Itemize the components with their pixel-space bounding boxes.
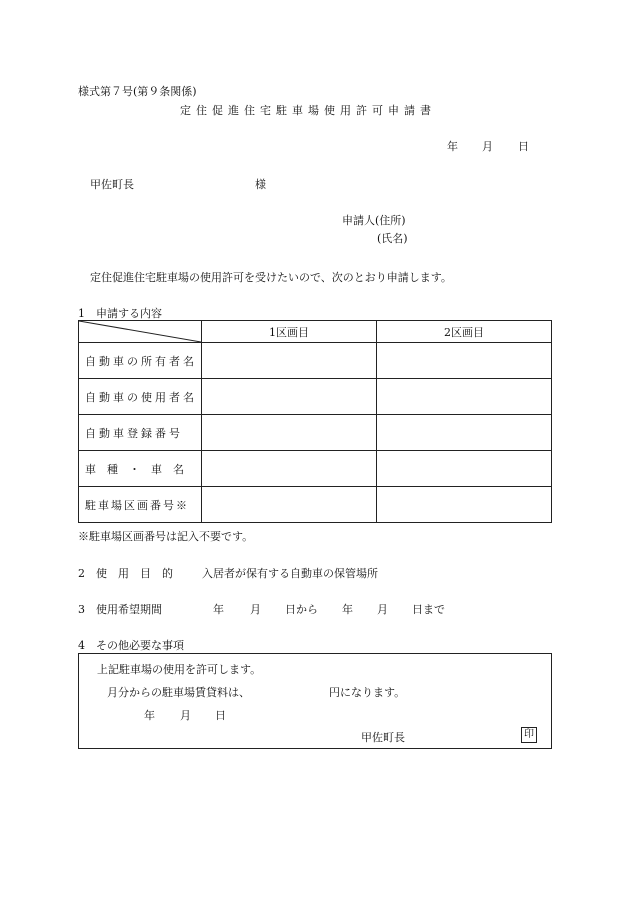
permission-date-year: 年 (144, 709, 155, 722)
section3-label: 3 使用希望期間 (78, 603, 162, 616)
row-label-user: 自動車の使用者名 (79, 379, 202, 415)
period-to-day: 日まで (412, 603, 445, 616)
table-row (79, 379, 552, 415)
form-number: 様式第７号(第９条関係) (78, 85, 197, 98)
table-header-row (79, 321, 552, 343)
section2-value: 入居者が保有する自動車の保管場所 (202, 567, 378, 580)
application-table (78, 320, 552, 523)
date-year-label: 年 (447, 140, 458, 153)
registration-slot1-cell[interactable] (202, 415, 377, 451)
registration-slot2-cell[interactable] (377, 415, 552, 451)
permission-date-day: 日 (215, 709, 226, 722)
user-slot2-cell[interactable] (377, 379, 552, 415)
addressee-honorific: 様 (255, 178, 266, 191)
table-row (79, 451, 552, 487)
column-header-2: 2区画目 (377, 321, 552, 343)
diagonal-line (79, 321, 201, 342)
user-slot1-cell[interactable] (202, 379, 377, 415)
fee-text-prefix: 月分からの駐車場賃貸料は、 (107, 686, 250, 699)
permission-box (78, 653, 552, 749)
row-label-owner: 自動車の所有者名 (79, 343, 202, 379)
applicant-name-label: (氏名) (377, 232, 408, 245)
signer-name: 甲佐町長 (361, 731, 405, 744)
table-row (79, 343, 552, 379)
applicant-address-label: 申請人(住所) (342, 214, 406, 227)
period-to-month: 月 (377, 603, 388, 616)
diagonal-corner-cell (79, 321, 202, 343)
addressee-name: 甲佐町長 (90, 178, 134, 191)
intro-text: 定住促進住宅駐車場の使用許可を受けたいので、次のとおり申請します。 (90, 271, 452, 284)
table-row (79, 487, 552, 523)
owner-slot2-cell[interactable] (377, 343, 552, 379)
owner-slot1-cell[interactable] (202, 343, 377, 379)
document-title: 定住促進住宅駐車場使用許可申請書 (180, 104, 436, 117)
row-label-vehicle-type: 車 種 ・ 車 名 (79, 451, 202, 487)
section4-heading: 4 その他必要な事項 (78, 639, 184, 652)
section2-label: 2 使 用 目 的 (78, 567, 173, 580)
period-to-year: 年 (342, 603, 353, 616)
parking-number-slot2-cell[interactable] (377, 487, 552, 523)
date-day-label: 日 (518, 140, 529, 153)
period-from-year: 年 (213, 603, 224, 616)
permission-statement: 上記駐車場の使用を許可します。 (97, 663, 262, 676)
table-row (79, 415, 552, 451)
date-month-label: 月 (482, 140, 493, 153)
row-label-parking-number: 駐車場区画番号※ (79, 487, 202, 523)
period-from-day: 日から (285, 603, 318, 616)
column-header-1: 1区画目 (202, 321, 377, 343)
parking-number-slot1-cell[interactable] (202, 487, 377, 523)
row-label-registration: 自動車登録番号 (79, 415, 202, 451)
seal-mark: 印 (521, 727, 537, 743)
period-from-month: 月 (250, 603, 261, 616)
fee-text-suffix: 円になります。 (329, 686, 406, 699)
section1-heading: 1 申請する内容 (78, 307, 162, 320)
vehicle-type-slot2-cell[interactable] (377, 451, 552, 487)
vehicle-type-slot1-cell[interactable] (202, 451, 377, 487)
table-note: ※駐車場区画番号は記入不要です。 (78, 530, 254, 543)
permission-date-month: 月 (180, 709, 191, 722)
